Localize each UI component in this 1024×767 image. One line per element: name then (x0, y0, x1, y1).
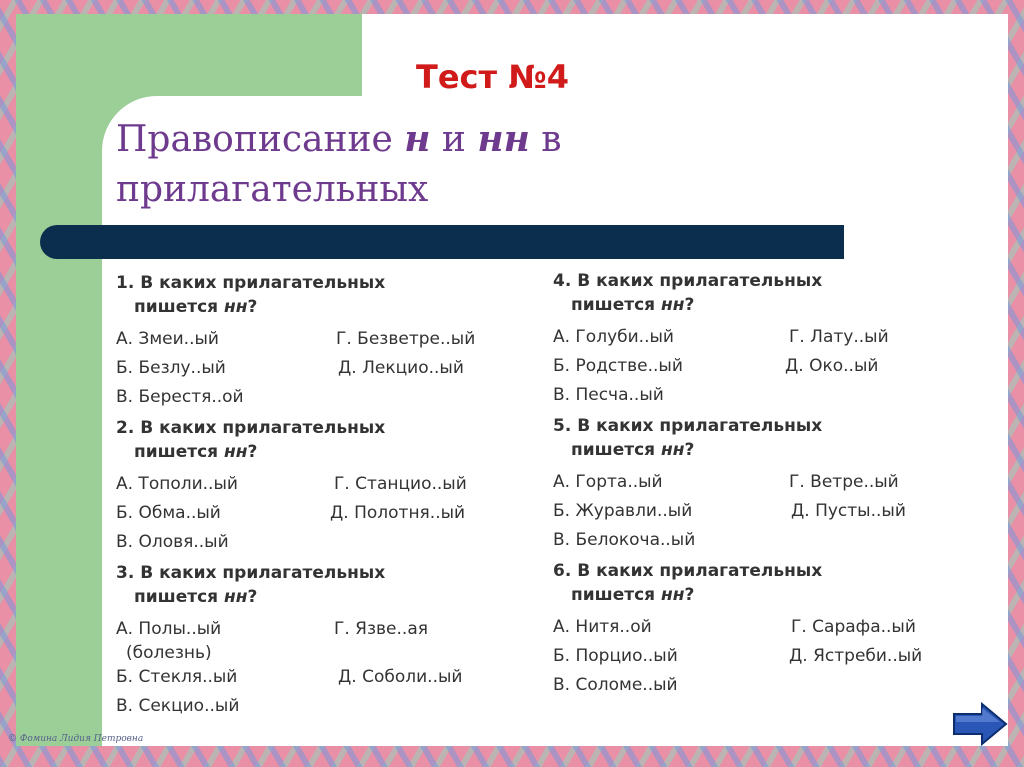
question-suffix: ? (247, 587, 258, 607)
question-prefix: пишется (571, 585, 662, 605)
question-emphasis: нн (224, 442, 248, 462)
question-line2 (553, 293, 694, 317)
option-d[interactable]: Д. Око..ый (785, 356, 879, 376)
question-2 (116, 416, 546, 559)
question-emphasis: нн (224, 587, 248, 607)
footer-credit: © Фомина Лидия Петровна (8, 734, 144, 744)
option-v[interactable]: В. Соломе..ый (553, 675, 678, 695)
question-heading (116, 271, 546, 319)
option-b[interactable]: Б. Обма..ый (116, 503, 221, 523)
question-1 (116, 271, 546, 414)
option-a[interactable] (116, 617, 221, 665)
option-a-note: (болезнь) (126, 643, 212, 663)
slide (16, 14, 1008, 746)
question-line2 (553, 438, 694, 462)
question-heading (116, 416, 546, 464)
question-suffix: ? (247, 442, 258, 462)
question-emphasis: нн (661, 295, 685, 315)
main-title (116, 114, 676, 215)
question-suffix: ? (684, 295, 695, 315)
title-and: и (430, 119, 478, 160)
divider-bar (40, 225, 844, 259)
option-row (116, 665, 546, 694)
questions-right-column (553, 269, 993, 704)
option-row (116, 694, 546, 723)
option-d[interactable]: Д. Пусты..ый (791, 501, 906, 521)
question-prefix: пишется (134, 442, 225, 462)
question-6 (553, 559, 993, 702)
option-row (553, 499, 993, 528)
option-row (116, 327, 546, 356)
option-row (553, 673, 993, 702)
option-row (116, 472, 546, 501)
question-prefix: пишется (134, 587, 225, 607)
question-line1: 6. В каких прилагательных (553, 561, 823, 581)
option-a[interactable]: А. Горта..ый (553, 472, 663, 492)
title-nn: нн (477, 118, 530, 160)
option-row (553, 383, 993, 412)
test-title: Тест №4 (416, 58, 569, 96)
question-line1: 1. В каких прилагательных (116, 273, 386, 293)
option-d[interactable]: Д. Соболи..ый (338, 667, 463, 687)
question-heading (553, 414, 993, 462)
question-line1: 3. В каких прилагательных (116, 563, 386, 583)
title-n: н (404, 118, 431, 160)
option-row (553, 615, 993, 644)
option-row (553, 528, 993, 557)
option-a[interactable]: А. Змеи..ый (116, 329, 219, 349)
question-line2 (553, 583, 694, 607)
option-a-text: А. Полы..ый (116, 619, 222, 639)
option-g[interactable]: Г. Лату..ый (789, 327, 889, 347)
question-suffix: ? (684, 585, 695, 605)
option-g[interactable]: Г. Язве..ая (334, 619, 428, 639)
option-g[interactable]: Г. Безветре..ый (336, 329, 476, 349)
question-prefix: пишется (571, 440, 662, 460)
question-5 (553, 414, 993, 557)
option-row (553, 470, 993, 499)
question-heading (116, 561, 546, 609)
question-emphasis: нн (661, 585, 685, 605)
question-line1: 5. В каких прилагательных (553, 416, 823, 436)
questions-left-column (116, 271, 546, 725)
option-a[interactable]: А. Тополи..ый (116, 474, 238, 494)
question-4 (553, 269, 993, 412)
option-a[interactable]: А. Нитя..ой (553, 617, 652, 637)
question-line2 (116, 585, 257, 609)
question-3 (116, 561, 546, 723)
option-g[interactable]: Г. Станцио..ый (334, 474, 467, 494)
option-v[interactable]: В. Песча..ый (553, 385, 664, 405)
option-d[interactable]: Д. Ястреби..ый (789, 646, 923, 666)
option-a[interactable]: А. Голуби..ый (553, 327, 674, 347)
option-row (553, 644, 993, 673)
question-heading (553, 269, 993, 317)
question-line2 (116, 440, 257, 464)
question-line1: 2. В каких прилагательных (116, 418, 386, 438)
option-b[interactable]: Б. Журавли..ый (553, 501, 693, 521)
option-v[interactable]: В. Белокоча..ый (553, 530, 696, 550)
question-suffix: ? (684, 440, 695, 460)
option-b[interactable]: Б. Родстве..ый (553, 356, 683, 376)
question-emphasis: нн (661, 440, 685, 460)
option-d[interactable]: Д. Полотня..ый (330, 503, 466, 523)
question-heading (553, 559, 993, 607)
option-v[interactable]: В. Оловя..ый (116, 532, 229, 552)
question-prefix: пишется (571, 295, 662, 315)
option-row (116, 356, 546, 385)
question-line2 (116, 295, 257, 319)
option-d[interactable]: Д. Лекцио..ый (338, 358, 464, 378)
question-emphasis: нн (224, 297, 248, 317)
title-part1: Правописание (116, 119, 405, 160)
arrow-right-icon[interactable] (952, 702, 1008, 746)
question-suffix: ? (247, 297, 258, 317)
title-part2: в прилагательных (116, 119, 562, 210)
option-row (116, 385, 546, 414)
option-row (116, 617, 546, 665)
option-row (553, 354, 993, 383)
option-row (116, 530, 546, 559)
option-v[interactable]: В. Секцио..ый (116, 696, 240, 716)
option-row (553, 325, 993, 354)
option-v[interactable]: В. Берестя..ой (116, 387, 244, 407)
option-b[interactable]: Б. Безлу..ый (116, 358, 226, 378)
question-prefix: пишется (134, 297, 225, 317)
option-b[interactable]: Б. Стекля..ый (116, 667, 238, 687)
option-b[interactable]: Б. Порцио..ый (553, 646, 678, 666)
question-line1: 4. В каких прилагательных (553, 271, 823, 291)
option-row (116, 501, 546, 530)
option-g[interactable]: Г. Ветре..ый (789, 472, 899, 492)
option-g[interactable]: Г. Сарафа..ый (791, 617, 916, 637)
